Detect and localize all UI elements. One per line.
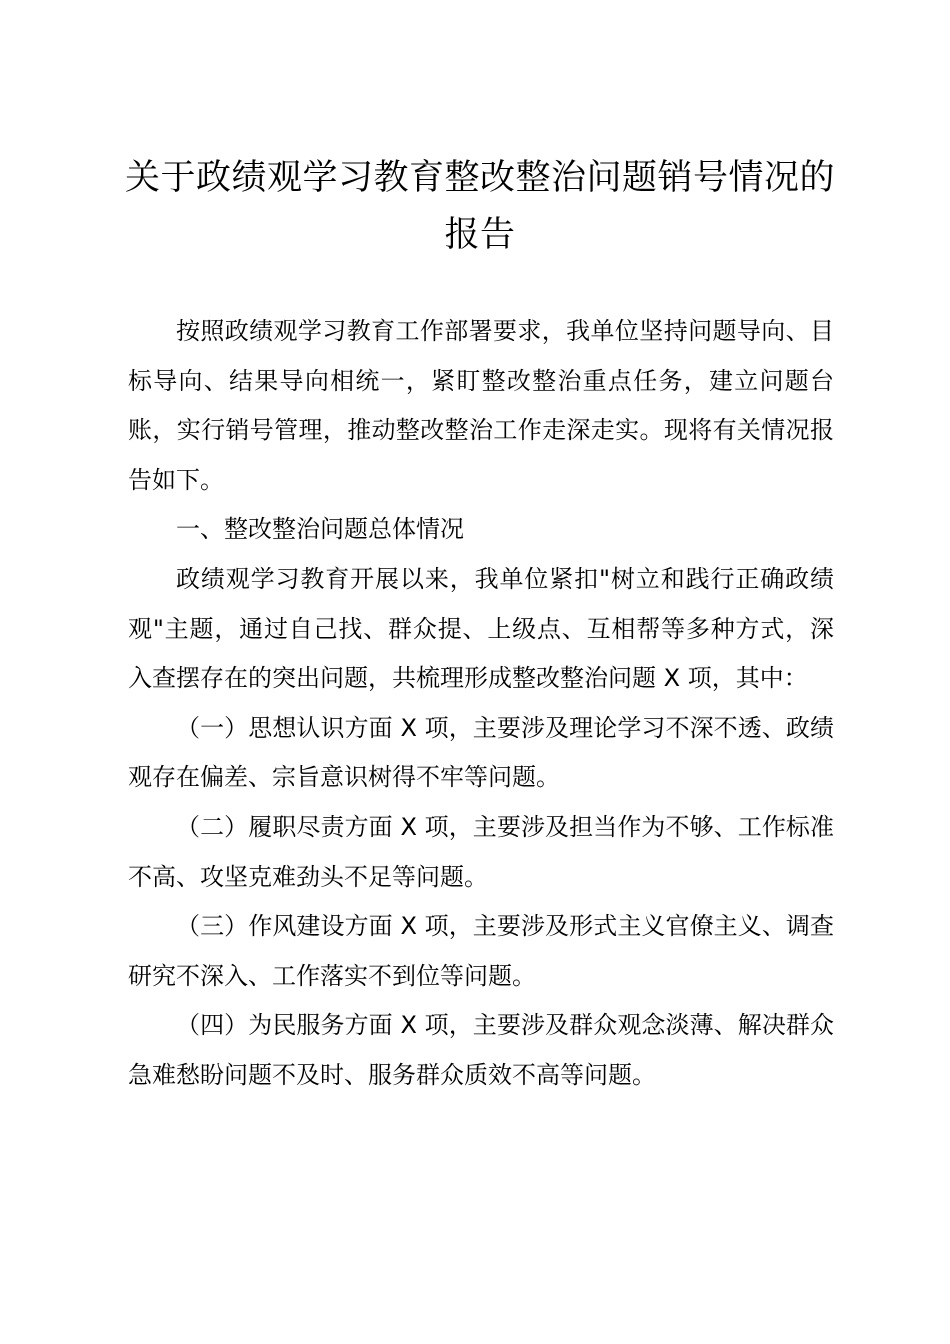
overview-paragraph: 政绩观学习教育开展以来，我单位紧扣"树立和践行正确政绩观"主题，通过自己找、群众提、上级点、互相帮等多种方式，深入查摆存在的突出问题，共梳理形成整改整治问题 X 项，其中：	[128, 564, 834, 693]
document-title: 关于政绩观学习教育整改整治问题销号情况的报告	[124, 158, 835, 255]
item-duty-paragraph: （二）履职尽责方面 X 项，主要涉及担当作为不够、工作标准不高、攻坚克难劲头不足等问题。	[128, 812, 834, 891]
document-body	[128, 307, 834, 1101]
item-service-paragraph: （四）为民服务方面 X 项，主要涉及群众观念淡薄、解决群众急难愁盼问题不及时、服务群众质效不高等问题。	[128, 1011, 834, 1089]
item-thinking-paragraph: （一）思想认识方面 X 项，主要涉及理论学习不深不透、政绩观存在偏差、宗旨意识树得不牢等问题。	[128, 713, 834, 792]
section-heading: 一、整改整治问题总体情况	[176, 515, 464, 544]
item-style-paragraph: （三）作风建设方面 X 项，主要涉及形式主义官僚主义、调查研究不深入、工作落实不到位等问题。	[128, 912, 834, 990]
intro-paragraph: 按照政绩观学习教育工作部署要求，我单位坚持问题导向、目标导向、结果导向相统一，紧盯整改整治重点任务，建立问题台账，实行销号管理，推动整改整治工作走深走实。现将有关情况报告如下。	[128, 317, 834, 494]
